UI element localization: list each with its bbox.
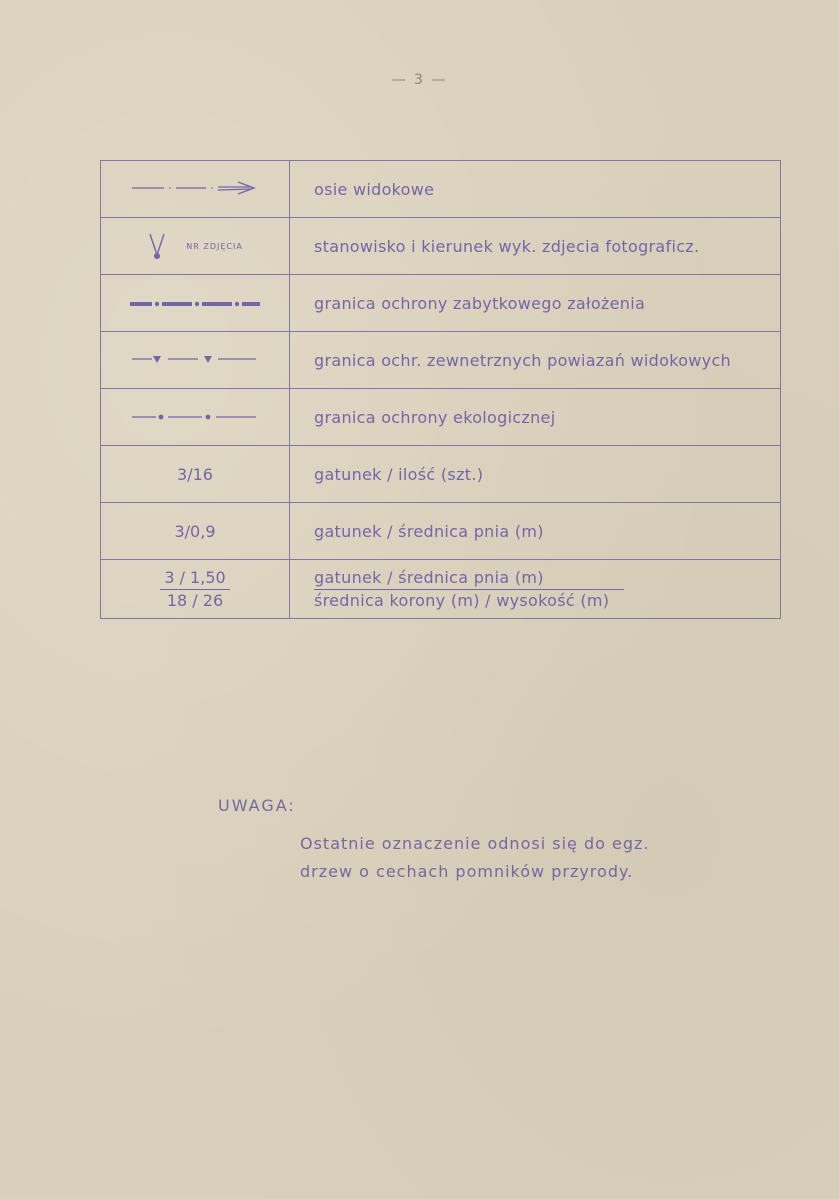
legend-description: stanowisko i kierunek wyk. zdjecia fotograficz.	[290, 218, 781, 275]
external-view-boundary-line-icon	[130, 354, 260, 366]
legend-description	[290, 560, 781, 619]
legend-symbol	[101, 161, 290, 218]
ecological-boundary-line-icon	[130, 411, 260, 423]
legend-symbol	[101, 218, 290, 275]
note-body	[300, 830, 649, 886]
photo-station-icon	[147, 232, 167, 260]
legend-row	[101, 389, 781, 446]
legend-row	[101, 503, 781, 560]
symbol-text: 3/0,9	[174, 521, 216, 541]
symbol-fraction	[160, 567, 229, 612]
legend-row	[101, 161, 781, 218]
description-bottom: średnica korony (m) / wysokość (m)	[314, 590, 610, 610]
legend-row	[101, 560, 781, 619]
legend-row	[101, 275, 781, 332]
legend-description: gatunek / średnica pnia (m)	[290, 503, 781, 560]
legend-description: granica ochrony ekologicznej	[290, 389, 781, 446]
legend-row	[101, 218, 781, 275]
page-number: — 3 —	[391, 72, 448, 88]
note-title: UWAGA:	[218, 796, 296, 815]
legend-description: granica ochr. zewnetrznych powiazań widokowych	[290, 332, 781, 389]
legend-row	[101, 332, 781, 389]
legend-symbol	[101, 446, 290, 503]
legend-symbol	[101, 560, 290, 619]
fraction-bottom: 18 / 26	[166, 590, 224, 610]
description-top: gatunek / średnica pnia (m)	[314, 567, 624, 590]
legend-symbol	[101, 332, 290, 389]
legend-description: osie widokowe	[290, 161, 781, 218]
fraction-top: 3 / 1,50	[160, 567, 229, 590]
legend-description: granica ochrony zabytkowego założenia	[290, 275, 781, 332]
legend-table	[100, 160, 781, 619]
note-line-1: Ostatnie oznaczenie odnosi się do egz.	[300, 834, 650, 853]
legend-symbol	[101, 503, 290, 560]
legend-symbol	[101, 275, 290, 332]
photo-number-label: NR ZDJĘCIA	[186, 241, 243, 251]
legend-symbol	[101, 389, 290, 446]
view-axis-arrow-icon	[130, 181, 260, 195]
legend-row	[101, 446, 781, 503]
note-line-2: drzew o cechach pomników przyrody.	[300, 862, 634, 881]
symbol-text: 3/16	[177, 464, 213, 484]
legend-description: gatunek / ilość (szt.)	[290, 446, 781, 503]
heritage-boundary-line-icon	[128, 299, 262, 309]
